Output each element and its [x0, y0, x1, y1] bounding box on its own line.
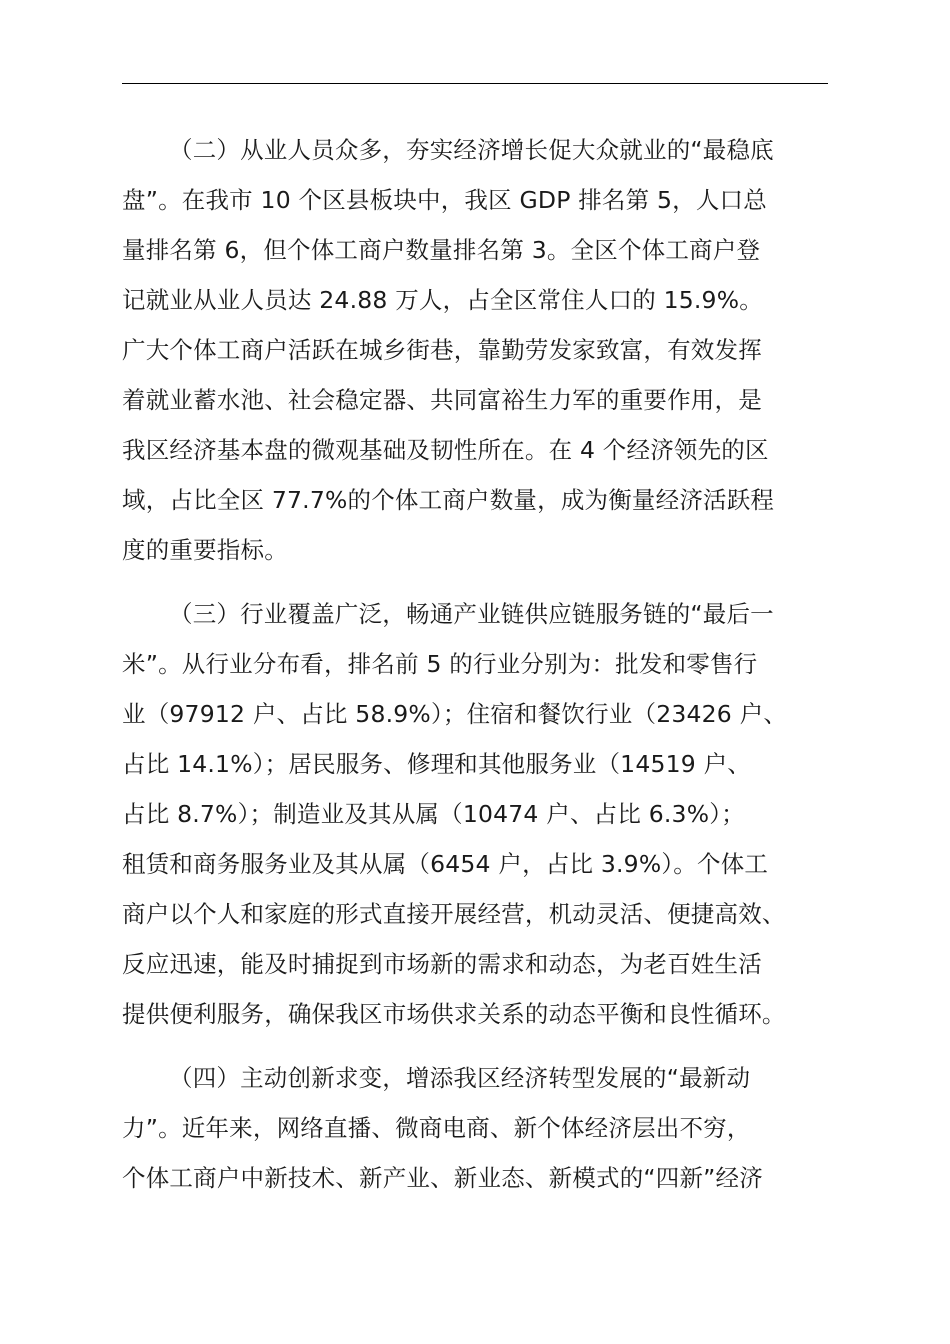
paragraph: [122, 589, 834, 1039]
text-line: （二）从业人员众多，夯实经济增长促大众就业的“最稳底: [169, 136, 774, 164]
text-line: 记就业从业人员达 24.88 万人，占全区常住人口的 15.9%。: [122, 286, 763, 314]
text-line: 反应迅速，能及时捕捉到市场新的需求和动态，为老百姓生活: [122, 950, 762, 978]
text-line: 租赁和商务服务业及其从属（6454 户，占比 3.9%）。个体工: [122, 850, 769, 878]
header-rule: [122, 83, 828, 84]
text-line: 域，占比全区 77.7%的个体工商户数量，成为衡量经济活跃程: [122, 486, 775, 514]
text-line: 着就业蓄水池、社会稳定器、共同富裕生力军的重要作用，是: [122, 386, 762, 414]
text-line: 力”。近年来，网络直播、微商电商、新个体经济层出不穷，: [122, 1114, 751, 1142]
text-line: （三）行业覆盖广泛，畅通产业链供应链服务链的“最后一: [169, 600, 774, 628]
paragraph-spacing: [122, 1039, 834, 1053]
text-line: 盘”。在我市 10 个区县板块中，我区 GDP 排名第 5，人口总: [122, 186, 767, 214]
text-line: （四）主动创新求变，增添我区经济转型发展的“最新动: [169, 1064, 751, 1092]
text-line: 提供便利服务，确保我区市场供求关系的动态平衡和良性循环。: [122, 1000, 786, 1028]
paragraph: [122, 125, 834, 575]
paragraph-spacing: [122, 575, 834, 589]
text-line: 量排名第 6，但个体工商户数量排名第 3。全区个体工商户登: [122, 236, 761, 264]
paragraph: [122, 1053, 834, 1203]
text-line: 广大个体工商户活跃在城乡街巷，靠勤劳发家致富，有效发挥: [122, 336, 762, 364]
text-line: 业（97912 户、占比 58.9%）；住宿和餐饮行业（23426 户、: [122, 700, 788, 728]
text-line: 我区经济基本盘的微观基础及韧性所在。在 4 个经济领先的区: [122, 436, 769, 464]
text-line: 商户以个人和家庭的形式直接开展经营，机动灵活、便捷高效、: [122, 900, 786, 928]
text-line: 个体工商户中新技术、新产业、新业态、新模式的“四新”经济: [122, 1164, 763, 1192]
text-line: 度的重要指标。: [122, 536, 288, 564]
text-line: 占比 8.7%）；制造业及其从属（10474 户、占比 6.3%）；: [122, 800, 745, 828]
text-line: 占比 14.1%）；居民服务、修理和其他服务业（14519 户、: [122, 750, 752, 778]
text-line: 米”。从行业分布看，排名前 5 的行业分别为：批发和零售行: [122, 650, 758, 678]
document-body: [122, 125, 834, 1203]
